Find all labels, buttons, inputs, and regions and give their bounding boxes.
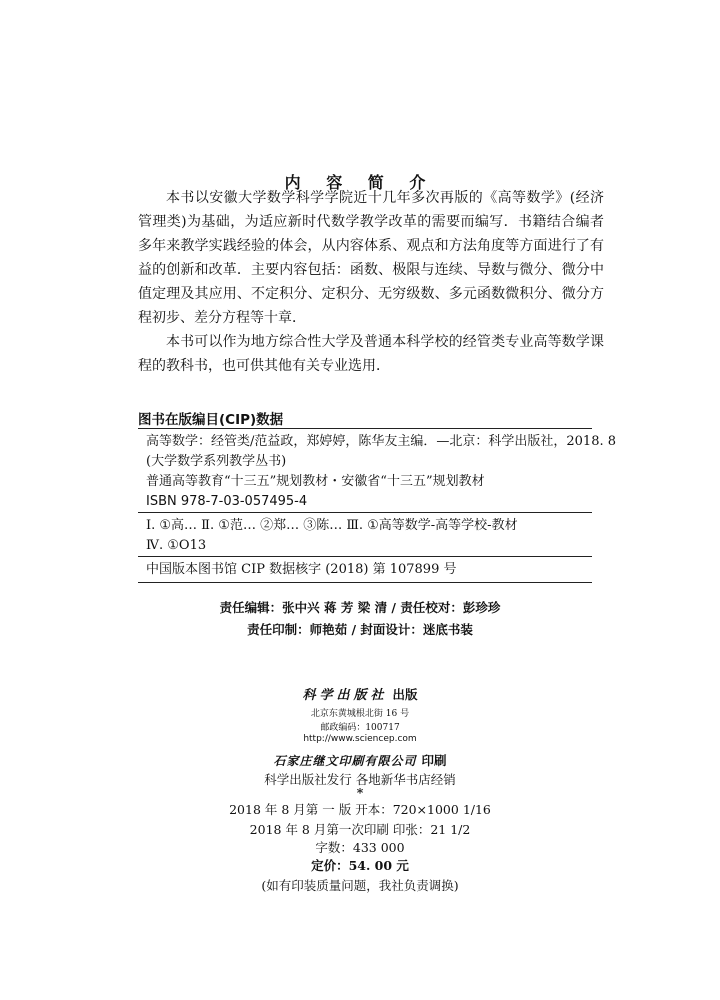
- cip-line-1: 高等数学：经管类/范益政，郑婷婷，陈华友主编．—北京：科学出版社，2018. 8: [146, 434, 616, 449]
- printer-line: [0, 750, 720, 769]
- cip-bottom-rule: [138, 582, 592, 583]
- edition-line: 2018 年 8 月第 一 版 开本：720×1000 1/16: [229, 802, 491, 817]
- publisher-logo: 科学出版社: [302, 688, 388, 703]
- publisher-website: http://www.sciencep.com: [303, 734, 417, 744]
- cip-top-rule: [138, 428, 592, 429]
- word-count: 字数：433 000: [315, 840, 405, 855]
- cip-line-3: 普通高等教育“十三五”规划教材・安徽省“十三五”规划教材: [146, 474, 485, 489]
- cip-record-number: 中国版本图书馆 CIP 数据核字 (2018) 第 107899 号: [146, 562, 457, 577]
- publisher-address: 北京东黄城根北街 16 号: [310, 709, 410, 719]
- printer-logo: 石家庄继文印刷有限公司: [273, 754, 417, 768]
- publisher-suffix: 出版: [392, 687, 418, 702]
- cip-heading: 图书在版编目(CIP)数据: [138, 412, 284, 428]
- quality-notice: (如有印装质量问题，我社负责调换): [261, 878, 459, 893]
- publisher-line: [0, 684, 720, 703]
- printing-line: 2018 年 8 月第一次印刷 印张：21 1/2: [249, 822, 471, 837]
- page-title: 内 容 简 介: [284, 173, 436, 192]
- cip-clc-number: Ⅳ. ①O13: [146, 538, 207, 553]
- cip-classification: Ⅰ. ①高… Ⅱ. ①范… ②郑… ③陈… Ⅲ. ①高等数学-高等学校-教材: [146, 518, 518, 533]
- separator-star: *: [356, 785, 364, 800]
- distribution-line: 科学出版社发行 各地新华书店经销: [264, 772, 456, 787]
- intro-paragraph-1: 本书以安徽大学数学科学学院近十几年多次再版的《高等数学》(经济管理类)为基础，为适应新时代数学教学改革的需要而编写．书籍结合编者多年来教学实践经验的体会，从内容体系、观点和方法角度等方面进行了有益的创新和改革．主要内容包括：函数、极限与连续、导数与微分、微分中值定理及其应用、不定积分、定积分、无穷级数、多元函数微积分、微分方程初步、差分方程等十章．: [138, 190, 604, 326]
- cip-rule-3: [138, 556, 592, 557]
- cip-rule-2: [138, 512, 592, 513]
- cip-isbn: ISBN 978-7-03-057495-4: [146, 494, 308, 509]
- book-introduction: [138, 186, 604, 378]
- staff-editors: 责任编辑：张中兴 蒋 芳 梁 清 / 责任校对：彭珍珍: [219, 600, 501, 615]
- printer-suffix: 印刷: [421, 753, 447, 768]
- staff-production: 责任印制：师艳茹 / 封面设计：迷底书装: [247, 622, 473, 637]
- intro-paragraph-2: 本书可以作为地方综合性大学及普通本科学校的经管类专业高等数学课程的教科书，也可供其他有关专业选用．: [138, 334, 604, 374]
- publisher-postcode: 邮政编码：100717: [320, 723, 400, 733]
- price: 定价：54. 00 元: [311, 858, 409, 873]
- cip-line-2: (大学数学系列教学丛书): [146, 454, 287, 469]
